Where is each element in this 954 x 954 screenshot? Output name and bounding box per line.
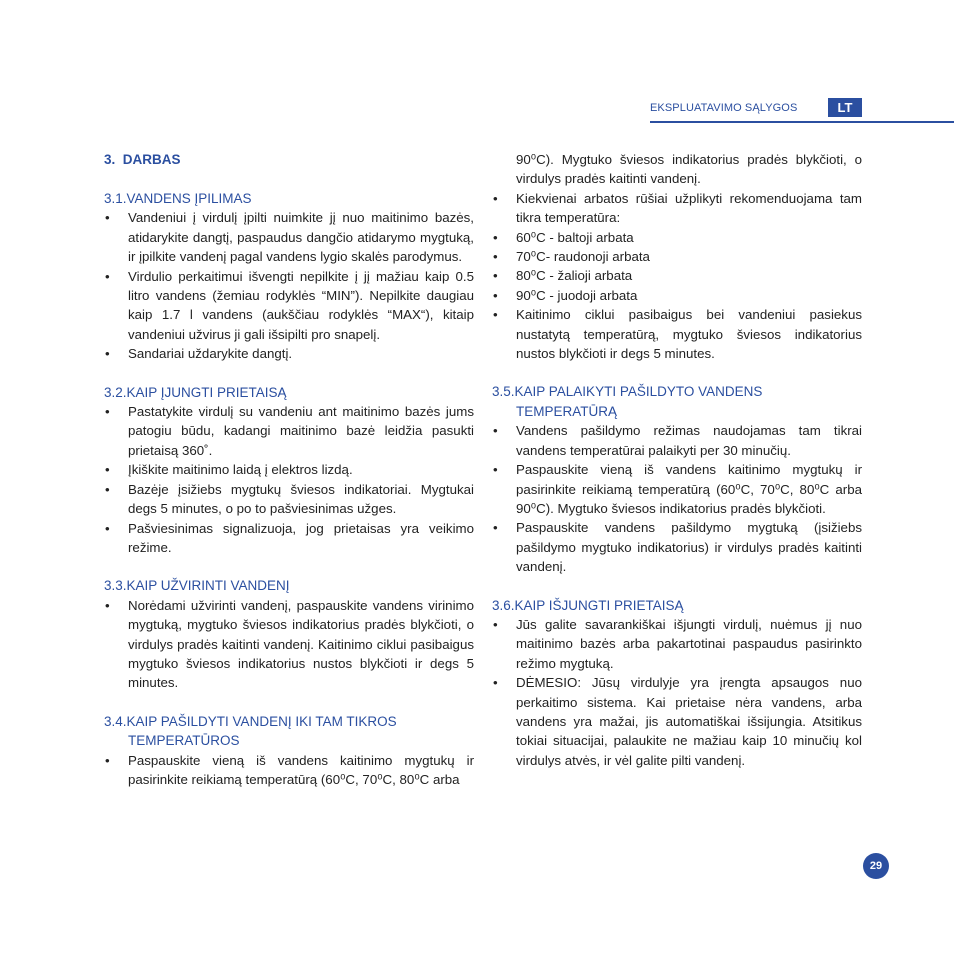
- section-list-3-4-continued: [492, 189, 862, 364]
- language-badge: LT: [828, 98, 862, 117]
- header-rule: [650, 121, 954, 123]
- list-item: • Paspauskite vandens pašildymo mygtuką (įsižiebs pašildymo mygtuko indikatorius) ir virdulys pradės kaitinti vandenį.: [492, 518, 862, 576]
- section-heading-3-1: 3.1.VANDENS ĮPILIMAS: [104, 191, 252, 206]
- page-number: 29: [863, 853, 889, 879]
- list-item: • Įkiškite maitinimo laidą į elektros lizdą.: [104, 460, 474, 479]
- section-heading-3-2: 3.2.KAIP ĮJUNGTI PRIETAISĄ: [104, 384, 287, 400]
- list-item: • 60⁰C - baltoji arbata: [492, 228, 862, 247]
- list-item: • 80⁰C - žalioji arbata: [492, 266, 862, 285]
- section-heading-3-6: 3.6.KAIP IŠJUNGTI PRIETAISĄ: [492, 597, 684, 613]
- section-heading-3-4: 3.4.KAIP PAŠILDYTI VANDENĮ IKI TAM TIKROS TEMPERATŪROS: [104, 713, 397, 749]
- list-item: • Pašviesinimas signalizuoja, jog prietaisas yra veikimo režime.: [104, 519, 474, 558]
- chapter-heading: [104, 150, 474, 170]
- list-item: • Pastatykite virdulį su vandeniu ant maitinimo bazės jums patogiu būdu, kadangi maitinimo bazė leidžia pasukti prietaisą 360˚.: [104, 402, 474, 460]
- list-item: • Norėdami užvirinti vandenį, paspauskite vandens virinimo mygtuką, mygtuko šviesos indikatorius pradės blykčioti, o virdulys pradės kaitinti vandenį. Kaitinimo ciklui pasibaigus mygtuko šviesos indikatorius nustos blykčioti ir degs 5 minutes.: [104, 596, 474, 693]
- chapter-title: DARBAS: [122, 152, 181, 167]
- section-list-3-1: [104, 208, 474, 363]
- list-item-continuation: 90⁰C). Mygtuko šviesos indikatorius pradės blykčioti, o virdulys pradės kaitinti vandenį.: [516, 152, 862, 187]
- list-item: • Kaitinimo ciklui pasibaigus bei vandeniui pasiekus nustatytą temperatūrą, mygtuko šviesos indikatorius nustos blykčioti ir degs 5 minutes.: [492, 305, 862, 363]
- list-item: • Bazėje įsižiebs mygtukų šviesos indikatoriai. Mygtukai degs 5 minutes, o po to pašviesinimas užges.: [104, 480, 474, 519]
- section-heading-3-5: 3.5.KAIP PALAIKYTI PAŠILDYTO VANDENS TEMPERATŪRĄ: [492, 384, 763, 419]
- left-column: [104, 150, 474, 789]
- list-item: • Vandens pašildymo režimas naudojamas tam tikrai vandens temperatūrai palaikyti per 30 minučių.: [492, 421, 862, 460]
- list-item: • Vandeniui į virdulį įpilti nuimkite jį nuo maitinimo bazės, atidarykite dangtį, paspaudus dangčio atidarymo mygtuką, ir įpilkite vandenį pagal vandens lygio skalės parodymus.: [104, 208, 474, 266]
- list-item: • Jūs galite savarankiškai išjungti virdulį, nuėmus jį nuo maitinimo bazės arba pakartotinai paspaudus pasirinkto režimo mygtuką.: [492, 615, 862, 673]
- list-item: • Paspauskite vieną iš vandens kaitinimo mygtukų ir pasirinkite reikiamą temperatūrą (60⁰C, 70⁰C, 80⁰C arba 90⁰C). Mygtuko šviesos indikatorius pradės blykčioti.: [492, 460, 862, 518]
- right-column: [492, 150, 862, 770]
- list-item: • Virdulio perkaitimui išvengti nepilkite į jį mažiau kaip 0.5 litro vandens (žemiau rodyklės “MIN”). Nepilkite daugiau kaip 1.7 l vandens (aukščiau rodyklės “MAX“), kitaip vandeniui užvirus ji gali išsipilti pro snapelį.: [104, 267, 474, 345]
- section-list-3-5: [492, 421, 862, 576]
- list-item: • DĖMESIO: Jūsų virdulyje yra įrengta apsaugos nuo perkaitimo sistema. Kai prietaise nėra vandens, arba vandens yra mažai, jis automatiškai išsijungia. Atsitikus tokiai situacijai, palaukite ne mažiau kaip 10 minučių kol virdulys atvės, ir vėl galite pilti vandenį.: [492, 673, 862, 770]
- section-heading-3-3: 3.3.KAIP UŽVIRINTI VANDENĮ: [104, 578, 290, 594]
- section-list-3-2: [104, 402, 474, 557]
- list-item: • Paspauskite vieną iš vandens kaitinimo mygtukų ir pasirinkite reikiamą temperatūrą (60⁰C, 70⁰C, 80⁰C arba: [104, 751, 474, 790]
- list-item: • Kiekvienai arbatos rūšiai užplikyti rekomenduojama tam tikra temperatūra:: [492, 189, 862, 228]
- header-section-label: EKSPLUATAVIMO SĄLYGOS: [650, 102, 798, 114]
- chapter-number: 3.: [104, 152, 116, 167]
- list-item: • 70⁰C- raudonoji arbata: [492, 247, 862, 266]
- list-item: • Sandariai uždarykite dangtį.: [104, 344, 474, 363]
- section-list-3-4: [104, 751, 474, 790]
- list-item: • 90⁰C - juodoji arbata: [492, 286, 862, 305]
- section-list-3-6: [492, 615, 862, 770]
- section-list-3-3: [104, 596, 474, 693]
